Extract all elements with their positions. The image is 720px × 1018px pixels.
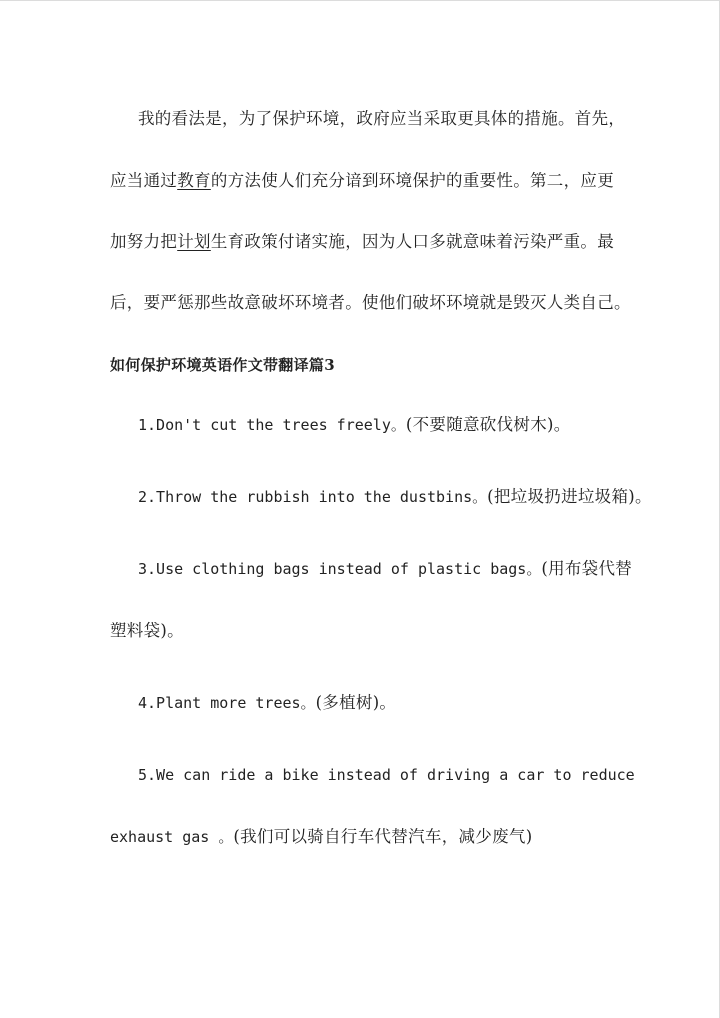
list-item-3-zh: (用布袋代替 (541, 559, 633, 578)
list-item-3 (138, 558, 632, 580)
list-item-5-zh: (我们可以骑自行车代替汽车，减少废气) (233, 827, 533, 846)
list-item-4 (138, 692, 396, 714)
list-item-1-en: 1.Don't cut the trees freely。 (138, 416, 406, 434)
list-item-5-continuation (110, 826, 532, 848)
paragraph-line-2-post: 的方法使人们充分谙到环境保护的重要性。第二，应更 (210, 171, 615, 190)
section-heading: 如何保护环境英语作文带翻译篇3 (110, 356, 335, 374)
paragraph-line-3 (110, 231, 614, 253)
list-item-3-en: 3.Use clothing bags instead of plastic bags。 (138, 560, 542, 578)
list-item-2-en: 2.Throw the rubbish into the dustbins。 (138, 488, 488, 506)
paragraph-line-3-post: 生育政策付诸实施，因为人口多就意味着污染严重。最 (210, 232, 615, 251)
list-item-5-en-cont: exhaust gas 。 (110, 828, 234, 846)
link-education[interactable]: 教育 (177, 171, 211, 190)
list-item-2 (138, 486, 652, 508)
paragraph-line-3-pre: 加努力把 (110, 232, 178, 251)
list-item-1-zh: (不要随意砍伐树木)。 (405, 415, 571, 434)
list-item-2-zh: (把垃圾扔进垃圾箱)。 (487, 487, 652, 506)
paragraph-line-2 (110, 170, 614, 192)
link-planning[interactable]: 计划 (177, 232, 211, 251)
list-item-4-en: 4.Plant more trees。 (138, 694, 316, 712)
list-item-4-zh: (多植树)。 (315, 693, 397, 712)
paragraph-line-4: 后，要严惩那些故意破坏环境者。使他们破坏环境就是毁灭人类自己。 (110, 293, 631, 312)
list-item-5: 5.We can ride a bike instead of driving a car to reduce (138, 766, 635, 784)
list-item-1 (138, 414, 571, 436)
paragraph-line-2-pre: 应当通过 (110, 171, 178, 190)
paragraph-line-1: 我的看法是，为了保护环境，政府应当采取更具体的措施。首先， (138, 109, 626, 128)
list-item-3-continuation: 塑料袋)。 (110, 621, 184, 640)
